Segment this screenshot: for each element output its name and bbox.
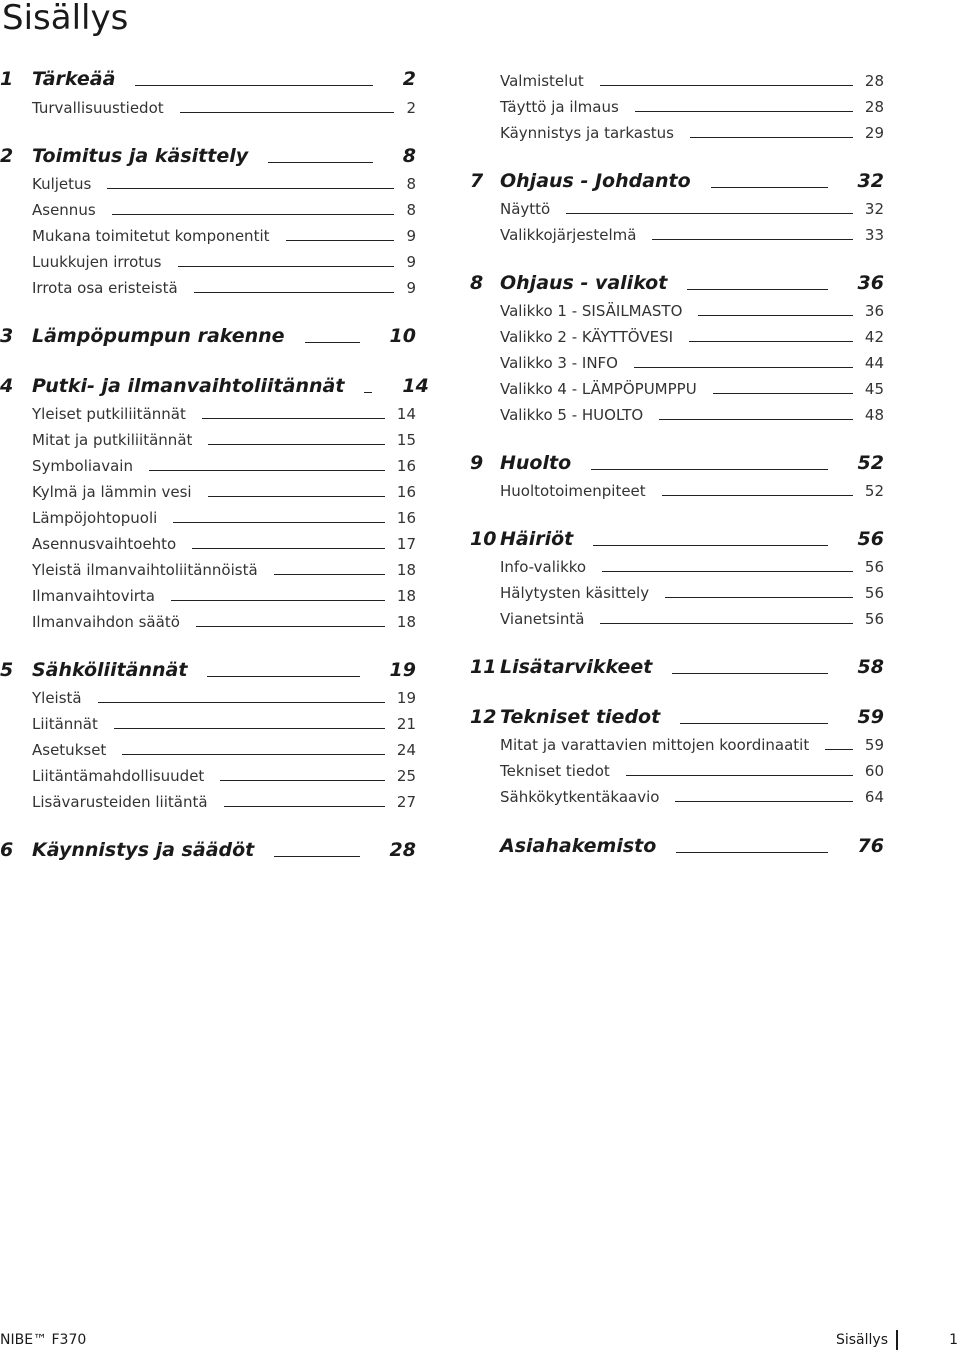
toc-chapter-title: Käynnistys ja säädöt: [32, 839, 255, 861]
toc-page-number: 56: [864, 558, 884, 576]
toc-page-number: 36: [864, 302, 884, 320]
toc-page-number: 2: [406, 99, 416, 117]
toc-leader-line: [208, 444, 385, 445]
toc-entry-row: [470, 611, 884, 627]
toc-page-number: 14: [396, 405, 416, 423]
toc-entry-row: [0, 458, 416, 474]
toc-chapter-row: [0, 326, 416, 346]
toc-page-number: 48: [864, 406, 884, 424]
toc-chapter-title: Tärkeää: [32, 68, 116, 90]
toc-entry-label: Liitäntämahdollisuudet: [32, 767, 205, 785]
toc-entry-row: [470, 407, 884, 423]
toc-leader-line: [600, 623, 852, 624]
toc-page-number: 59: [864, 736, 884, 754]
toc-chapter-row: [470, 836, 884, 856]
toc-page-number: 56: [864, 584, 884, 602]
toc-chapter-number: 3: [0, 325, 14, 347]
toc-entry-label: Kylmä ja lämmin vesi: [32, 483, 192, 501]
toc-leader-line: [122, 754, 385, 755]
toc-entry-label: Asennusvaihtoehto: [32, 535, 177, 553]
toc-leader-line: [593, 545, 827, 546]
toc-entry-label: Valikko 5 - HUOLTO: [500, 406, 644, 424]
footer-brand: NIBE™ F370: [0, 1332, 87, 1348]
toc-entry-row: [0, 690, 416, 706]
toc-entry-label: Huoltotoimenpiteet: [500, 482, 646, 500]
toc-page-number: 25: [396, 767, 416, 785]
toc-leader-line: [825, 749, 853, 750]
toc-leader-line: [98, 702, 385, 703]
toc-page-number: 16: [396, 509, 416, 527]
toc-leader-line: [173, 522, 385, 523]
toc-entry-row: [470, 355, 884, 371]
toc-leader-line: [268, 162, 373, 163]
toc-entry-label: Käynnistys ja tarkastus: [500, 124, 674, 142]
toc-entry-label: Turvallisuustiedot: [32, 99, 164, 117]
toc-entry-label: Lämpöjohtopuoli: [32, 509, 158, 527]
toc-entry-row: [0, 176, 416, 192]
toc-leader-line: [591, 469, 827, 470]
toc-page-number: 29: [864, 124, 884, 142]
toc-entry-row: [470, 227, 884, 243]
toc-entry-label: Näyttö: [500, 200, 551, 218]
toc-page-number: 64: [864, 788, 884, 806]
footer-divider: [896, 1330, 898, 1350]
toc-entry-label: Valikko 3 - INFO: [500, 354, 618, 372]
toc-chapter-row: [0, 375, 429, 397]
toc-entry-label: Mukana toimitetut komponentit: [32, 227, 270, 245]
toc-leader-line: [689, 341, 853, 342]
toc-chapter-number: 1: [0, 68, 14, 90]
toc-entry-label: Valikko 4 - LÄMPÖPUMPPU: [500, 380, 697, 398]
toc-leader-line: [626, 775, 853, 776]
toc-chapter-row: [470, 453, 884, 473]
toc-leader-line: [112, 214, 395, 215]
toc-chapter-title: Asiahakemisto: [500, 835, 657, 857]
toc-leader-line: [178, 266, 395, 267]
toc-leader-line: [192, 548, 385, 549]
toc-entry-label: Mitat ja varattavien mittojen koordinaatit: [500, 736, 810, 754]
toc-page-number: 45: [864, 380, 884, 398]
toc-leader-line: [305, 342, 360, 343]
toc-entry-label: Luukkujen irrotus: [32, 253, 162, 271]
toc-page-number: 56: [864, 610, 884, 628]
toc-page-number: 15: [396, 431, 416, 449]
toc-chapter-number: 4: [0, 375, 14, 397]
toc-entry-row: [0, 742, 416, 758]
toc-entry-row: [470, 381, 884, 397]
toc-chapter-row: [470, 171, 884, 191]
toc-entry-row: [470, 763, 884, 779]
toc-entry-label: Valikkojärjestelmä: [500, 226, 637, 244]
toc-page-number: 52: [857, 452, 884, 474]
toc-leader-line: [635, 111, 853, 112]
toc-page-number: 27: [396, 793, 416, 811]
toc-page-number: 52: [864, 482, 884, 500]
toc-leader-line: [600, 85, 853, 86]
toc-chapter-row: [0, 660, 416, 680]
toc-page-number: 24: [396, 741, 416, 759]
toc-chapter-row: [0, 840, 416, 860]
toc-chapter-number: 2: [0, 145, 14, 167]
toc-leader-line: [713, 393, 853, 394]
toc-leader-line: [202, 418, 385, 419]
toc-entry-row: [470, 125, 884, 141]
toc-entry-row: [470, 99, 884, 115]
toc-page-number: 19: [396, 689, 416, 707]
toc-entry-label: Info-valikko: [500, 558, 587, 576]
toc-entry-label: Asennus: [32, 201, 96, 219]
toc-chapter-title: Toimitus ja käsittely: [32, 145, 249, 167]
toc-entry-label: Vianetsintä: [500, 610, 585, 628]
toc-page-number: 33: [864, 226, 884, 244]
toc-leader-line: [208, 496, 385, 497]
toc-chapter-number: 9: [470, 452, 484, 474]
toc-entry-row: [0, 202, 416, 218]
toc-entry-row: [0, 510, 416, 526]
toc-leader-line: [207, 676, 359, 677]
toc-entry-row: [470, 737, 884, 753]
toc-entry-row: [0, 280, 416, 296]
toc-page-number: 17: [396, 535, 416, 553]
page-title: Sisällys: [2, 0, 129, 38]
footer-page-number: 1: [949, 1332, 958, 1348]
toc-leader-line: [180, 112, 395, 113]
toc-chapter-title: Ohjaus - Johdanto: [500, 170, 691, 192]
toc-page-number: 2: [402, 68, 416, 90]
toc-entry-row: [0, 768, 416, 784]
toc-leader-line: [672, 673, 827, 674]
toc-entry-label: Hälytysten käsittely: [500, 584, 650, 602]
toc-chapter-row: [470, 657, 884, 677]
toc-leader-line: [662, 495, 853, 496]
toc-page-number: 9: [406, 227, 416, 245]
toc-entry-label: Lisävarusteiden liitäntä: [32, 793, 208, 811]
toc-entry-row: [470, 585, 884, 601]
toc-chapter-number: 5: [0, 659, 14, 681]
toc-page-number: 14: [402, 375, 429, 397]
toc-entry-label: Valmistelut: [500, 72, 584, 90]
toc-entry-label: Kuljetus: [32, 175, 92, 193]
toc-page-number: 76: [857, 835, 884, 857]
toc-page-number: 21: [396, 715, 416, 733]
toc-chapter-title: Lisätarvikkeet: [500, 656, 653, 678]
toc-page-number: 10: [389, 325, 416, 347]
toc-page-number: 18: [396, 613, 416, 631]
toc-leader-line: [114, 728, 385, 729]
toc-entry-row: [0, 562, 416, 578]
toc-page-number: 18: [396, 561, 416, 579]
toc-page-number: 36: [857, 272, 884, 294]
toc-leader-line: [194, 292, 395, 293]
toc-leader-line: [711, 187, 828, 188]
toc-chapter-title: Häiriöt: [500, 528, 574, 550]
toc-entry-row: [470, 483, 884, 499]
toc-page-number: 60: [864, 762, 884, 780]
toc-leader-line: [566, 213, 853, 214]
toc-leader-line: [171, 600, 385, 601]
toc-entry-label: Yleistä: [32, 689, 82, 707]
toc-leader-line: [224, 806, 385, 807]
toc-page-number: 42: [864, 328, 884, 346]
toc-leader-line: [274, 574, 385, 575]
toc-entry-label: Irrota osa eristeistä: [32, 279, 178, 297]
toc-entry-label: Yleistä ilmanvaihtoliitännöistä: [32, 561, 258, 579]
toc-leader-line: [602, 571, 853, 572]
toc-leader-line: [135, 85, 372, 86]
toc-page-number: 32: [857, 170, 884, 192]
toc-chapter-row: [0, 69, 416, 89]
toc-entry-label: Ilmanvaihtovirta: [32, 587, 155, 605]
toc-entry-label: Tekniset tiedot: [500, 762, 610, 780]
toc-leader-line: [274, 856, 359, 857]
toc-page-number: 9: [406, 253, 416, 271]
toc-entry-label: Sähkökytkentäkaavio: [500, 788, 660, 806]
toc-page-number: 28: [864, 98, 884, 116]
toc-entry-label: Asetukset: [32, 741, 107, 759]
toc-entry-row: [0, 100, 416, 116]
toc-leader-line: [687, 289, 827, 290]
toc-page-number: 59: [857, 706, 884, 728]
toc-page-number: 8: [406, 201, 416, 219]
toc-chapter-number: 12: [470, 706, 497, 728]
toc-entry-row: [0, 432, 416, 448]
toc-entry-label: Ilmanvaihdon säätö: [32, 613, 180, 631]
toc-leader-line: [659, 419, 853, 420]
toc-leader-line: [675, 801, 852, 802]
toc-chapter-row: [470, 529, 884, 549]
toc-page-number: 18: [396, 587, 416, 605]
toc-leader-line: [364, 392, 372, 393]
toc-chapter-title: Ohjaus - valikot: [500, 272, 668, 294]
toc-chapter-title: Putki- ja ilmanvaihtoliitännät: [32, 375, 345, 397]
toc-page-number: 16: [396, 483, 416, 501]
toc-entry-row: [0, 536, 416, 552]
toc-chapter-row: [470, 707, 884, 727]
toc-chapter-number: 11: [470, 656, 497, 678]
toc-page-number: 16: [396, 457, 416, 475]
toc-entry-label: Symboliavain: [32, 457, 133, 475]
toc-entry-row: [470, 303, 884, 319]
toc-chapter-title: Tekniset tiedot: [500, 706, 661, 728]
toc-leader-line: [220, 780, 385, 781]
toc-chapter-number: 10: [470, 528, 497, 550]
toc-leader-line: [698, 315, 853, 316]
toc-page-number: 56: [857, 528, 884, 550]
toc-entry-row: [470, 329, 884, 345]
toc-chapter-number: 7: [470, 170, 484, 192]
toc-entry-label: Valikko 1 - SISÄILMASTO: [500, 302, 683, 320]
footer-section: Sisällys: [835, 1332, 888, 1348]
toc-leader-line: [107, 188, 394, 189]
toc-entry-row: [470, 201, 884, 217]
toc-chapter-number: 8: [470, 272, 484, 294]
toc-leader-line: [665, 597, 853, 598]
toc-page-number: 58: [857, 656, 884, 678]
toc-entry-label: Täyttö ja ilmaus: [500, 98, 619, 116]
toc-leader-line: [652, 239, 852, 240]
toc-entry-row: [470, 559, 884, 575]
toc-entry-row: [0, 228, 416, 244]
toc-leader-line: [286, 240, 395, 241]
toc-entry-label: Liitännät: [32, 715, 98, 733]
toc-entry-row: [0, 406, 416, 422]
toc-chapter-row: [0, 146, 416, 166]
toc-entry-row: [470, 73, 884, 89]
toc-entry-row: [0, 716, 416, 732]
toc-chapter-number: 6: [0, 839, 14, 861]
toc-page-number: 28: [864, 72, 884, 90]
toc-page-number: 19: [389, 659, 416, 681]
toc-leader-line: [634, 367, 853, 368]
toc-leader-line: [680, 723, 827, 724]
toc-entry-row: [0, 588, 416, 604]
toc-entry-row: [0, 254, 416, 270]
toc-entry-row: [0, 484, 416, 500]
toc-page-number: 8: [402, 145, 416, 167]
toc-leader-line: [196, 626, 385, 627]
toc-leader-line: [676, 852, 827, 853]
toc-chapter-title: Sähköliitännät: [32, 659, 188, 681]
toc-page-number: 28: [389, 839, 416, 861]
toc-entry-row: [0, 614, 416, 630]
toc-chapter-title: Huolto: [500, 452, 572, 474]
toc-entry-row: [470, 789, 884, 805]
toc-page-number: 32: [864, 200, 884, 218]
toc-page-number: 8: [406, 175, 416, 193]
toc-leader-line: [149, 470, 385, 471]
toc-entry-row: [0, 794, 416, 810]
toc-entry-label: Yleiset putkiliitännät: [32, 405, 186, 423]
toc-entry-label: Valikko 2 - KÄYTTÖVESI: [500, 328, 674, 346]
toc-leader-line: [690, 137, 853, 138]
toc-page-number: 44: [864, 354, 884, 372]
toc-chapter-title: Lämpöpumpun rakenne: [32, 325, 285, 347]
page-footer: [0, 1330, 960, 1350]
toc-entry-label: Mitat ja putkiliitännät: [32, 431, 193, 449]
toc-page-number: 9: [406, 279, 416, 297]
toc-chapter-row: [470, 273, 884, 293]
